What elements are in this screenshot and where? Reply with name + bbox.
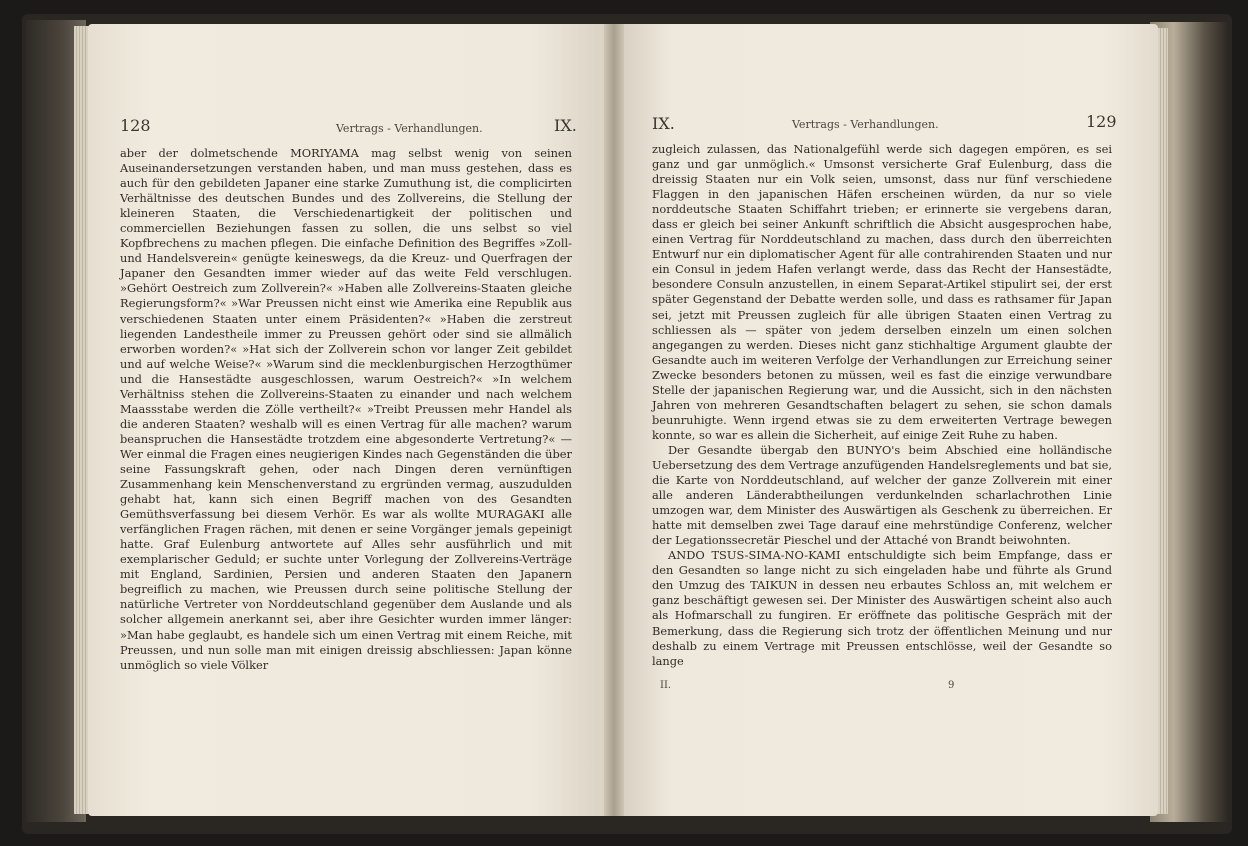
left-page-number: 128 [120, 116, 151, 135]
right-page-body [652, 142, 1112, 669]
left-running-head: Vertrags - Verhandlungen. [336, 122, 483, 135]
book-gutter [604, 24, 624, 816]
right-running-head: Vertrags - Verhandlungen. [792, 118, 939, 131]
right-gathering-number: 9 [948, 680, 955, 691]
right-paragraph-2: Der Gesandte übergab den BUNYO's beim Abschied eine holländische Uebersetzung des dem Vertrage anzufügenden Handelsreglements und bat sie, die Karte von Norddeutschland, auf welcher der ganze Zollverein mit einer alle anderen Länderabtheilungen verdunkelnden scharlachrothen Linie umzogen war, dem Minister des Auswärtigen als Geschenk zu überreichen. Er hatte mit demselben zwei Tage darauf eine mehrstündige Conferenz, welcher der Legationssecretär Pieschel und der Attaché von Brandt beiwohnten. [652, 442, 1112, 548]
right-chapter-mark: IX. [652, 114, 675, 133]
right-signature-mark: II. [660, 680, 672, 691]
right-paragraph-3: ANDO TSUS-SIMA-NO-KAMI entschuldigte sich beim Empfange, dass er den Gesandten so lange nicht zu sich eingeladen habe und führte als Grund den Umzug des TAIKUN in dessen neu erbautes Schloss an, mit welchem er ganz beschäftigt gewesen sei. Der Minister des Auswärtigen scheint also auch als Hofmarschall zu fungiren. Er eröffnete das politische Gespräch mit der Bemerkung, dass die Regierung sich trotz der öffentlichen Meinung und nur deshalb zu einem Vertrage mit Preussen entschlösse, weil der Gesandte so lange [652, 548, 1112, 668]
right-paragraph-1: zugleich zulassen, das Nationalgefühl werde sich dagegen empören, es sei ganz und gar unmöglich.« Umsonst versicherte Graf Eulenburg, dass die dreissig Staaten nur ein Volk seien, umsonst, dass nur fünf verschiedene Flaggen in den japanischen Häfen erscheinen würden, da nur so viele norddeutsche Staaten Schiffahrt trieben; er erinnerte sie vergebens daran, dass er gleich bei seiner Ankunft schriftlich die Absicht ausgesprochen habe, einen Vertrag für Norddeutschland zu machen, dass durch den überreichten Entwurf nur ein diplomatischer Agent für alle contrahirenden Staaten und nur ein Consul in jedem Hafen verlangt werde, dass das Recht der Hansestädte, besondere Consuln anzustellen, in einem Separat-Artikel stipulirt sei, der erst später Gegenstand der Debatte werden solle, und dass es rathsamer für Japan sei, jetzt mit Preussen zugleich für alle übrigen Staaten einen Vertrag zu schliessen als — später von jedem derselben einzeln um einen solchen angegangen zu werden. Dieses nicht ganz stichhaltige Argument glaubte der Gesandte auch im weiteren Verfolge der Verhandlungen zur Erreichung seiner Zwecke besonders betonen zu müssen, weil es fast die einzige verwundbare Stelle der japanischen Regierung war, und die Aussicht, sich in den nächsten Jahren von mehreren Gesandtschaften belagert zu sehen, sie schon damals beunruhigte. Wenn irgend etwas sie zu dem erweiterten Vertrage bewegen konnte, so war es allein die Sicherheit, auf einige Zeit Ruhe zu haben. [652, 142, 1112, 442]
left-paragraph-1: aber der dolmetschende MORIYAMA mag selbst wenig von seinen Auseinandersetzungen verstanden haben, und man muss gestehen, dass es auch für den gebildeten Japaner eine starke Zumuthung ist, die complicirten Verhältnisse des deutschen Bundes und des Zollvereins, die Stellung der kleineren Staaten, die Verschiedenartigkeit der politischen und commerciellen Beziehungen fassen zu sollen, die uns selbst so viel Kopfbrechens zu machen pflegen. Die einfache Definition des Begriffes »Zoll- und Handelsverein« genügte keineswegs, da die Kreuz- und Querfragen der Japaner den Gesandten immer wieder auf das weite Feld verschlugen. »Gehört Oestreich zum Zollverein?« »Haben alle Zollvereins-Staaten gleiche Regierungsform?« »War Preussen nicht einst wie Amerika eine Republik aus verschiedenen Staaten unter einem Präsidenten?« »Haben die zerstreut liegenden Landestheile immer zu Preussen gehört oder sind sie allmälich erworben worden?« »Hat sich der Zollverein schon vor langer Zeit gebildet und auf welche Weise?« »Warum sind die mecklenburgischen Herzogthümer und die Hansestädte ausgeschlossen, warum Oestreich?« »In welchem Verhältniss stehen die Zollvereins-Staaten zu einander und nach welchem Maassstabe werden die Zölle vertheilt?« »Treibt Preussen mehr Handel als die anderen Staaten? weshalb will es einen Vertrag für alle machen? warum beanspruchen die Hansestädte trotzdem eine abgesonderte Vertretung?« — Wer einmal die Fragen eines neugierigen Kindes nach Gegenständen die über seine Fassungskraft gehen, oder nach Dingen deren vernünftigen Zusammenhang kein Menschenverstand zu ergründen vermag, auszudulden gehabt hat, kann sich einen Begriff machen von des Gesandten Gemüthsverfassung bei diesem Verhör. Es war als wollte MURAGAKI alle verfänglichen Fragen rächen, mit denen er seine Vorgänger jemals gepeinigt hatte. Graf Eulenburg antwortete auf Alles sehr ausführlich und mit exemplarischer Geduld; er suchte unter Vorlegung der Zollvereins-Verträge mit England, Sardinien, Persien und anderen Staaten den Japanern begreiflich zu machen, wie Preussen durch seine politische Stellung der natürliche Vertreter von Norddeutschland gegenüber dem Auslande und als solcher allgemein anerkannt sei, aber ihre Gesichter wurden immer länger: »Man habe geglaubt, es handele sich um einen Vertrag mit einem Reiche, mit Preussen, und nun solle man mit einigen dreissig abschliessen: Japan könne unmöglich so viele Völker [120, 146, 572, 672]
left-page-body [120, 146, 572, 673]
right-page-number: 129 [1086, 112, 1117, 131]
left-chapter-mark: IX. [554, 116, 577, 135]
